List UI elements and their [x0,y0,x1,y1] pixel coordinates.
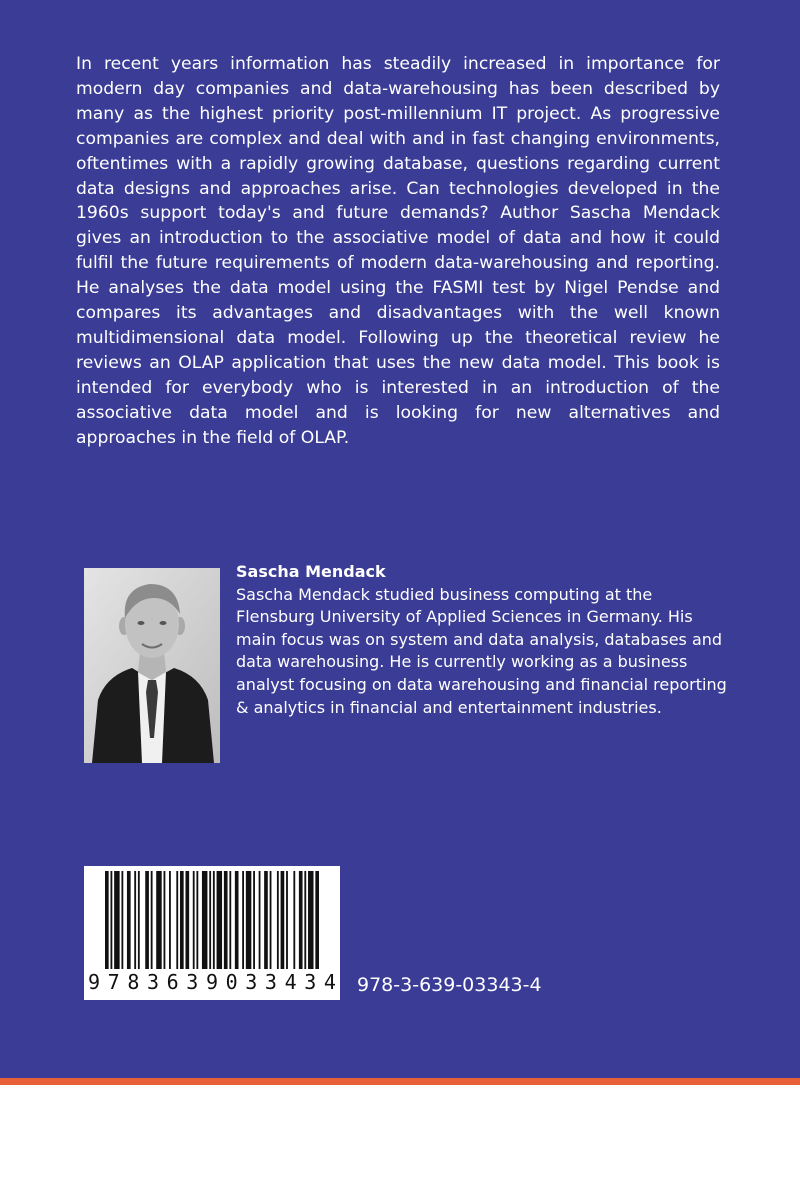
barcode-bar [105,871,109,969]
author-name: Sascha Mendack [236,562,386,581]
barcode-bar [270,871,272,969]
barcode-bar [164,871,166,969]
isbn-number: 978-3-639-03343-4 [357,974,542,996]
barcode-bar [180,871,184,969]
barcode-bar [213,871,215,969]
barcode-bar [253,871,255,969]
barcode-bar [246,871,251,969]
barcode-bar [176,871,178,969]
author-section [236,561,736,719]
barcode-bar [156,871,161,969]
author-photo [84,568,220,763]
barcode-bar [169,871,171,969]
barcode-bar [121,871,123,969]
barcode-digit: 4 [284,970,297,994]
barcode-bar [193,871,195,969]
barcode-bar [151,871,153,969]
barcode-bar [259,871,261,969]
accent-stripe [0,1078,800,1085]
barcode-bar [202,871,207,969]
barcode-bar [114,871,119,969]
barcode-bar [224,871,228,969]
barcode-bar [145,871,149,969]
barcode-digit: 4 [323,970,336,994]
barcode-digit: 9 [205,970,218,994]
barcode-bar [286,871,288,969]
barcode-bar [315,871,319,969]
barcode-bar [242,871,244,969]
barcode-bar [308,871,313,969]
barcode-digit: 3 [304,970,317,994]
book-description: In recent years information has steadily increased in importance for modern day companies and data-warehousing has been described by many as the highest priority post-millennium IT project. As progressive companies are complex and deal with and in fast changing environments, oftentimes with a rapidly growing database, questions regarding current data designs and approaches arise. Can technologies developed in the 1960s support today's and future demands? Author Sascha Mendack gives an introduction to the associative model of data and how it could fulfil the future requirements of modern data-warehousing and reporting. He analyses the data model using the FASMI test by Nigel Pendse and compares its advantages and disadvantages with the well known multidimensional data model. Following up the theoretical review he reviews an OLAP application that uses the new data model. This book is intended for everybody who is interested in an introduction of the associative data model and is looking for new alternatives and approaches in the field of OLAP. [76,54,720,448]
barcode-bar [293,871,295,969]
barcode-bar [110,871,112,969]
isbn-barcode [84,866,340,1000]
barcode-bar [229,871,231,969]
barcode-digit: 3 [146,970,160,994]
barcode-digit: 3 [245,970,258,994]
barcode-bar [209,871,211,969]
barcode-bar [304,871,306,969]
barcode-digit: 3 [264,970,277,994]
barcode-bar [277,871,279,969]
barcode-digit: 8 [127,970,140,994]
barcode-bar [134,871,136,969]
barcode-bars-graphic [105,871,319,969]
barcode-digit: 6 [166,970,179,994]
barcode-digit: 9 [88,970,101,994]
barcode-digit: 3 [186,970,199,994]
author-bio: Sascha Mendack studied business computing at the Flensburg University of Applied Sciences in Germany. His main focus was on system and data analysis, databases and data warehousing. He is currently working as a business analyst focusing on data warehousing and financial reporting & analytics in financial and entertainment industries. [236,584,727,717]
author-portrait-image [84,568,220,763]
barcode-bar [217,871,222,969]
barcode-digit: 0 [225,970,238,994]
barcode-bars [105,871,319,969]
barcode-bar [235,871,239,969]
barcode-digits [88,970,336,994]
barcode-bar [281,871,285,969]
barcode-bar [185,871,189,969]
barcode-bar [264,871,268,969]
barcode-digit: 7 [107,970,120,994]
barcode-bar [138,871,140,969]
barcode-bar [299,871,303,969]
barcode-bar [196,871,198,969]
barcode-bar [127,871,131,969]
